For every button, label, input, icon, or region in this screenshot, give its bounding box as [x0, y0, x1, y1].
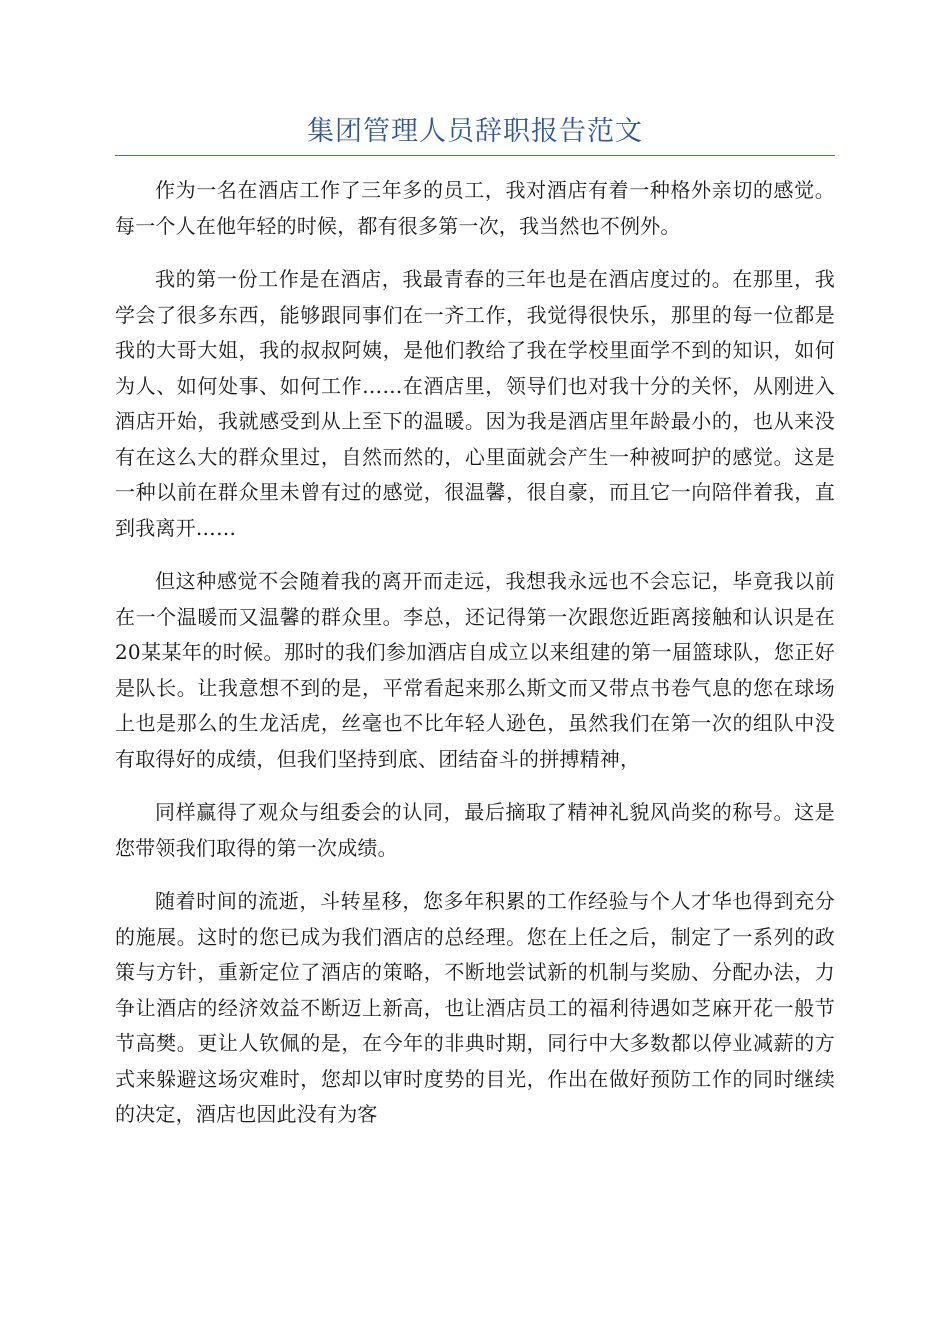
document-body: [115, 173, 835, 1151]
document-title: 集团管理人员辞职报告范文: [307, 116, 643, 147]
title-underline: [115, 155, 835, 156]
paragraph-5: 随着时间的流逝，斗转星移，您多年积累的工作经验与个人才华也得到充分的施展。这时的您已成为我们酒店的总经理。您在上任之后，制定了一系列的政策与方针，重新定位了酒店的策略，不断地尝试新的机制与奖励、分配办法，力争让酒店的经济效益不断迈上新高，也让酒店员工的福利待遇如芝麻开花一般节节高樊。更让人钦佩的是，在今年的非典时期，同行中大多数都以停业减薪的方式来躲避这场灾难时，您却以审时度势的目光，作出在做好预防工作的同时继续的决定，酒店也因此没有为客: [115, 889, 835, 1126]
paragraph-3: 但这种感觉不会随着我的离开而走远，我想我永远也不会忘记，毕竟我以前在一个温暖而又温馨的群众里。李总，还记得第一次跟您近距离接触和认识是在20某某年的时候。那时的我们参加酒店自成立以来组建的第一届篮球队，您正好是队长。让我意想不到的是，平常看起来那么斯文而又带点书卷气息的您在球场上也是那么的生龙活虎，丝毫也不比年轻人逊色，虽然我们在第一次的组队中没有取得好的成绩，但我们坚持到底、团结奋斗的拼搏精神，: [115, 569, 835, 771]
paragraph-4: 同样赢得了观众与组委会的认同，最后摘取了精神礼貌风尚奖的称号。这是您带领我们取得的第一次成绩。: [115, 800, 835, 860]
paragraph-2: 我的第一份工作是在酒店，我最青春的三年也是在酒店度过的。在那里，我学会了很多东西，能够跟同事们在一齐工作，我觉得很快乐，那里的每一位都是我的大哥大姐，我的叔叔阿姨，是他们教给了我在学校里面学不到的知识，如何为人、如何处事、如何工作……在酒店里，领导们也对我十分的关怀，从刚进入酒店开始，我就感受到从上至下的温暖。因为我是酒店里年龄最小的，也从来没有在这么大的群众里过，自然而然的，心里面就会产生一种被呵护的感觉。这是一种以前在群众里未曾有过的感觉，很温馨，很自豪，而且它一向陪伴着我，直到我离开……: [115, 267, 835, 540]
paragraph-1: 作为一名在酒店工作了三年多的员工，我对酒店有着一种格外亲切的感觉。每一个人在他年轻的时候，都有很多第一次，我当然也不例外。: [115, 178, 835, 238]
